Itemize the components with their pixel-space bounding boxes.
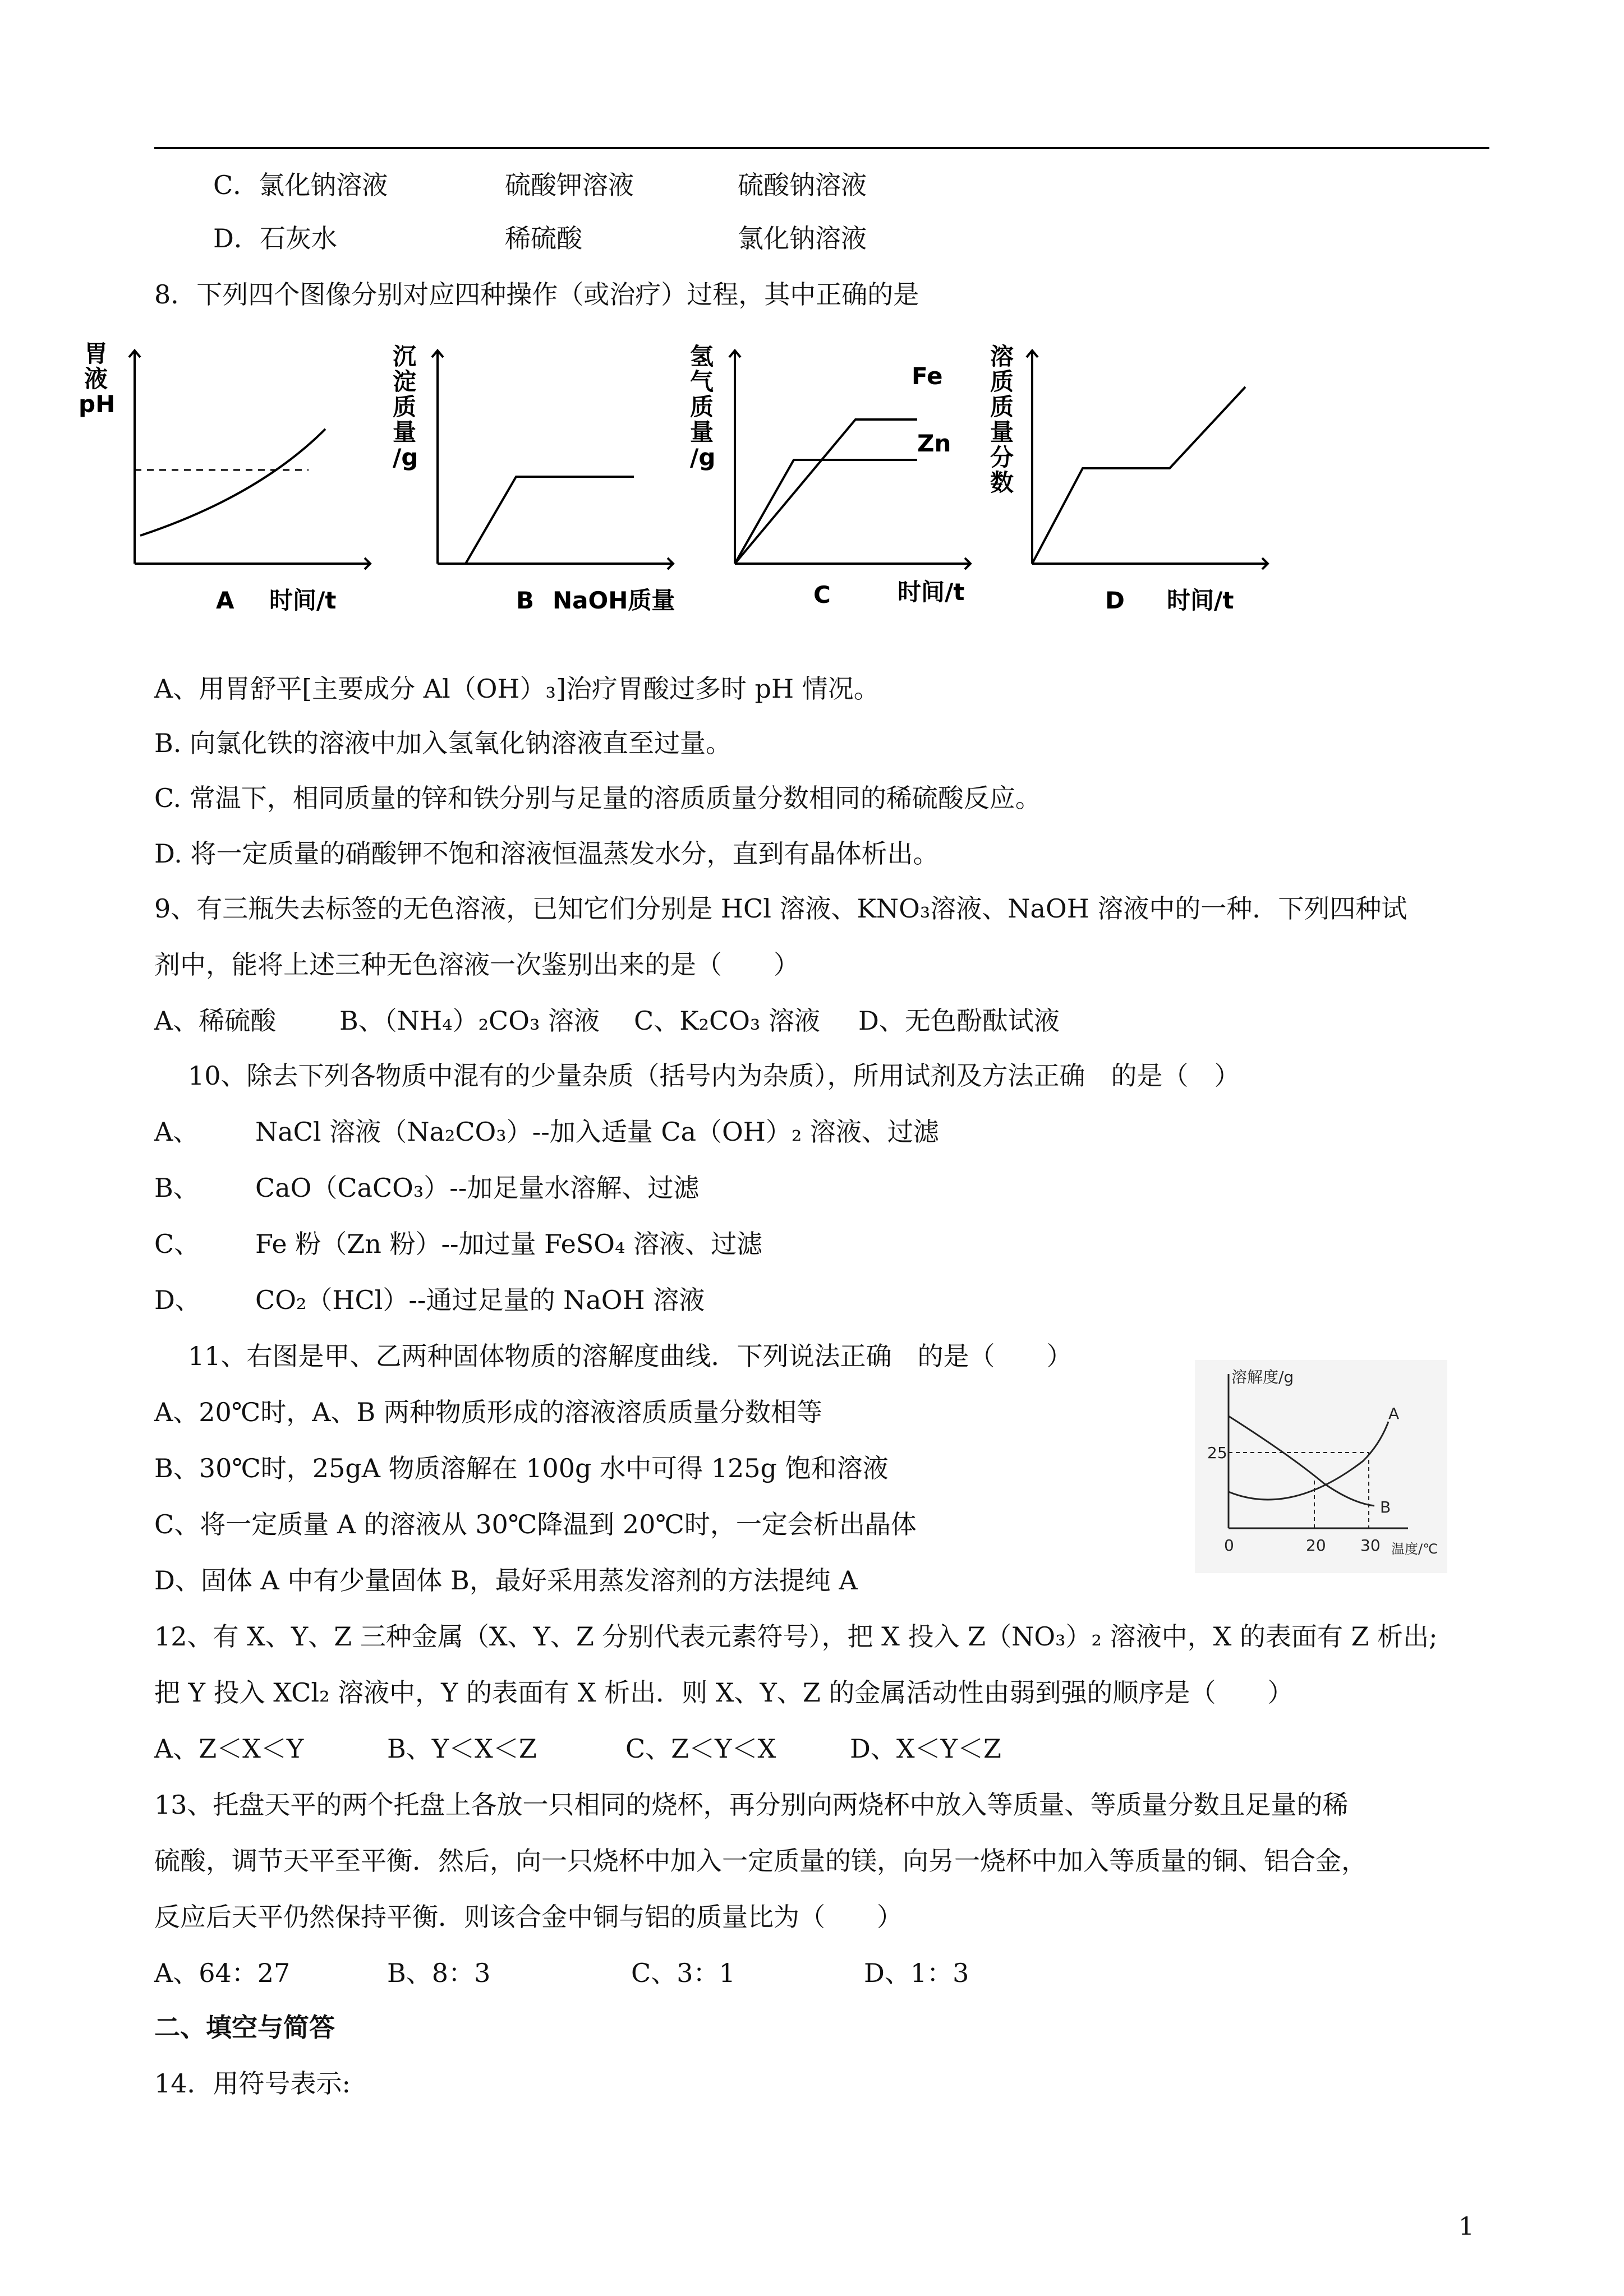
q11-option-b: B、30℃时，25gA 物质溶解在 100g 水中可得 125g 饱和溶液 <box>154 1453 889 1483</box>
q11-option-d: D、固体 A 中有少量固体 B，最好采用蒸发溶剂的方法提纯 A <box>154 1565 858 1596</box>
q7-option-d-b: 稀硫酸 <box>505 223 582 253</box>
graph-b-ylabel-2: 淀 <box>393 368 417 395</box>
graph-c-ylabel-4: 量 <box>690 418 714 446</box>
chart-y-tick-25: 25 <box>1207 1444 1227 1462</box>
q9-stem-line1: 9、有三瓶失去标签的无色溶液，已知它们分别是 HCl 溶液、KNO₃溶液、NaOH 溶液中的一种．下列四种试 <box>154 893 1407 924</box>
q7-option-c-a: C．氯化钠溶液 <box>213 170 388 200</box>
q7-option-d-a: D．石灰水 <box>213 223 337 253</box>
graph-c-ylabel-3: 质 <box>690 393 714 421</box>
header-rule <box>154 147 1489 149</box>
graph-b-xlabel: NaOH质量 <box>553 587 675 614</box>
q10-option-b-text: CaO（CaCO₃）--加足量水溶解、过滤 <box>255 1173 700 1203</box>
graph-d-letter: D <box>1105 587 1125 614</box>
solubility-chart <box>1195 1360 1447 1573</box>
q13-stem-line3: 反应后天平仍然保持平衡．则该合金中铜与铝的质量比为（ ） <box>154 1902 903 1932</box>
graph-b-ylabel-3: 质 <box>393 393 417 421</box>
graph-a-xlabel: 时间/t <box>269 587 337 614</box>
graph-d-ylabel-4: 量 <box>990 418 1014 446</box>
graph-d-ylabel-1: 溶 <box>990 343 1014 370</box>
q10-option-c-text: Fe 粉（Zn 粉）--加过量 FeSO₄ 溶液、过滤 <box>255 1229 763 1259</box>
q10-option-d-label: D、 <box>154 1285 201 1315</box>
q10-option-c-label: C、 <box>154 1229 200 1259</box>
q10-option-a-text: NaCl 溶液（Na₂CO₃）--加入适量 Ca（OH）₂ 溶液、过滤 <box>255 1117 939 1147</box>
graph-d-ylabel-2: 质 <box>990 368 1014 395</box>
graph-c-ylabel-2: 气 <box>690 368 714 395</box>
q8-graphs <box>73 334 1307 631</box>
chart-x-tick-0: 0 <box>1224 1536 1234 1555</box>
graph-c-letter: C <box>813 581 831 608</box>
q8-stem: 8．下列四个图像分别对应四种操作（或治疗）过程，其中正确的是 <box>154 279 919 310</box>
graph-a-ylabel-3: pH <box>79 390 116 418</box>
chart-series-b-label: B <box>1380 1498 1391 1516</box>
chart-series-a-label: A <box>1388 1404 1400 1423</box>
q13-option-c: C、3：1 <box>631 1958 735 1988</box>
graph-d-ylabel-5: 分 <box>990 444 1014 471</box>
q12-option-d: D、X＜Y＜Z <box>850 1733 1001 1764</box>
graph-d-ylabel-6: 数 <box>990 469 1014 496</box>
chart-xlabel: 温度/℃ <box>1391 1541 1438 1557</box>
graph-a-ylabel-1: 胃 <box>84 340 108 367</box>
q9-option-c: C、K₂CO₃ 溶液 <box>634 1006 820 1036</box>
graph-c-series-zn: Zn <box>917 430 951 457</box>
q8-option-c: C. 常温下，相同质量的锌和铁分别与足量的溶质质量分数相同的稀硫酸反应。 <box>154 783 1041 813</box>
chart-x-tick-20: 20 <box>1306 1536 1326 1555</box>
q14-stem: 14．用符号表示: <box>154 2068 351 2099</box>
q12-option-c: C、Z＜Y＜X <box>625 1733 776 1764</box>
q13-option-d: D、1：3 <box>864 1958 969 1988</box>
graph-b-ylabel-1: 沉 <box>393 343 417 370</box>
graph-b-ylabel-5: /g <box>393 444 418 471</box>
q10-option-a-label: A、 <box>154 1117 199 1147</box>
graph-a-ylabel-2: 液 <box>84 365 108 393</box>
q13-option-b: B、8：3 <box>387 1958 491 1988</box>
q9-option-d: D、无色酚酞试液 <box>858 1006 1060 1036</box>
q12-stem-line2: 把 Y 投入 XCl₂ 溶液中，Y 的表面有 X 析出．则 X、Y、Z 的金属活动性由弱到强的顺序是（ ） <box>154 1677 1294 1708</box>
q11-option-a: A、20℃时，A、B 两种物质形成的溶液溶质质量分数相等 <box>154 1397 822 1427</box>
graph-b-ylabel-4: 量 <box>393 418 417 446</box>
chart-ylabel: 溶解度/g <box>1231 1368 1294 1386</box>
q12-option-a: A、Z＜X＜Y <box>154 1733 304 1764</box>
q9-option-b: B、（NH₄）₂CO₃ 溶液 <box>339 1006 600 1036</box>
q13-option-a: A、64：27 <box>154 1958 291 1988</box>
graph-b-letter: B <box>516 587 535 614</box>
section-heading: 二、填空与简答 <box>154 2012 335 2043</box>
q12-option-b: B、Y＜X＜Z <box>387 1733 537 1764</box>
graph-a-letter: A <box>216 587 234 614</box>
graph-d-ylabel-3: 质 <box>990 393 1014 421</box>
graph-d-xlabel: 时间/t <box>1167 587 1234 614</box>
q13-stem-line2: 硫酸，调节天平至平衡．然后，向一只烧杯中加入一定质量的镁，向另一烧杯中加入等质量的铜、铝合金， <box>154 1846 1367 1876</box>
q8-option-a: A、用胃舒平[主要成分 Al（OH）₃]治疗胃酸过多时 pH 情况。 <box>154 674 880 704</box>
q7-option-c-b: 硫酸钾溶液 <box>505 170 634 200</box>
graph-c-ylabel-5: /g <box>690 444 716 471</box>
q9-option-a: A、稀硫酸 <box>154 1006 277 1036</box>
q11-option-c: C、将一定质量 A 的溶液从 30℃降温到 20℃时，一定会析出晶体 <box>154 1509 917 1539</box>
q10-option-b-label: B、 <box>154 1173 199 1203</box>
q8-option-b: B. 向氯化铁的溶液中加入氢氧化钠溶液直至过量。 <box>154 728 732 758</box>
page-number: 1 <box>1459 2212 1474 2241</box>
q13-stem-line1: 13、托盘天平的两个托盘上各放一只相同的烧杯，再分别向两烧杯中放入等质量、等质量分数且足量的稀 <box>154 1790 1349 1820</box>
q8-option-d: D. 将一定质量的硝酸钾不饱和溶液恒温蒸发水分，直到有晶体析出。 <box>154 838 939 869</box>
q11-stem: 11、右图是甲、乙两种固体物质的溶解度曲线．下列说法正确 的是（ ） <box>188 1341 1073 1371</box>
q10-stem: 10、除去下列各物质中混有的少量杂质（括号内为杂质），所用试剂及方法正确 的是（ ） <box>188 1061 1240 1091</box>
q9-stem-line2: 剂中，能将上述三种无色溶液一次鉴别出来的是（ ） <box>154 949 799 980</box>
chart-x-tick-30: 30 <box>1360 1536 1381 1555</box>
graph-c-ylabel-1: 氢 <box>690 343 714 370</box>
q7-option-d-c: 氯化钠溶液 <box>738 223 867 253</box>
q7-option-c-c: 硫酸钠溶液 <box>738 170 867 200</box>
q10-option-d-text: CO₂（HCl）--通过足量的 NaOH 溶液 <box>255 1285 705 1315</box>
graph-c-series-fe: Fe <box>912 362 943 390</box>
q12-stem-line1: 12、有 X、Y、Z 三种金属（X、Y、Z 分别代表元素符号），把 X 投入 Z（NO₃）₂ 溶液中，X 的表面有 Z 析出; <box>154 1621 1438 1652</box>
graph-c-xlabel: 时间/t <box>898 578 965 606</box>
